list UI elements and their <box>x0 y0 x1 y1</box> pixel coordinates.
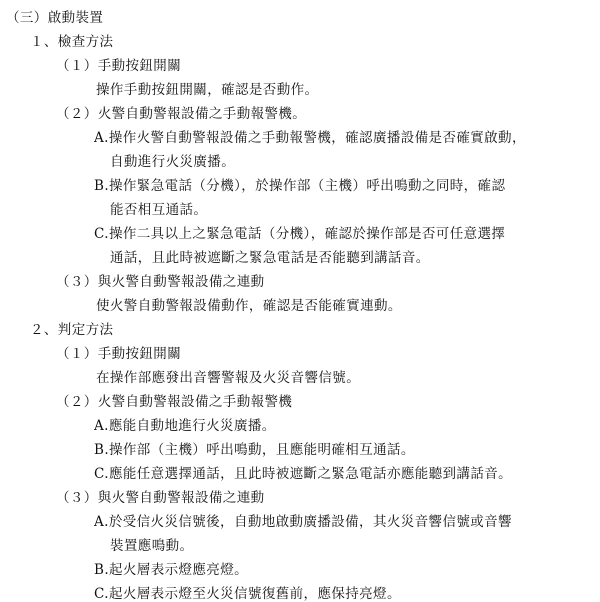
item-text: 在操作部應發出音響警報及火災音響信號。 <box>96 370 361 386</box>
sub-item-text: B.操作部（主機）呼出鳴動，且應能明確相互通話。 <box>94 442 415 458</box>
sub-item-text: C.應能任意選擇通話，且此時被遮斷之緊急電話亦應能聽到講話音。 <box>94 466 513 482</box>
sub-item-continuation: 通話，且此時被遮斷之緊急電話是否能聽到講話音。 <box>110 250 430 266</box>
section-heading: （三）啟動裝置 <box>6 10 104 26</box>
sub-item-text: B.操作緊急電話（分機），於操作部（主機）呼出鳴動之同時，確認 <box>94 178 506 194</box>
item-heading: （１）手動按鈕開關 <box>56 58 182 74</box>
subsection-heading: １、檢查方法 <box>30 34 114 50</box>
sub-item-continuation: 自動進行火災廣播。 <box>110 154 236 170</box>
sub-item-continuation: 能否相互通話。 <box>110 202 208 218</box>
sub-item-text: A.於受信火災信號後，自動地啟動廣播設備，其火災音響信號或音響 <box>94 514 512 530</box>
sub-item-continuation: 裝置應鳴動。 <box>110 538 194 554</box>
item-heading: （１）手動按鈕開關 <box>56 346 182 362</box>
sub-item-text: A.操作火警自動警報設備之手動報警機，確認廣播設備是否確實啟動， <box>94 130 526 146</box>
sub-item-text: C.起火層表示燈至火災信號復舊前，應保持亮燈。 <box>94 586 401 602</box>
subsection-heading: ２、判定方法 <box>30 322 114 338</box>
item-heading: （２）火警自動警報設備之手動報警機。 <box>56 106 307 122</box>
sub-item-text: B.起火層表示燈應亮燈。 <box>94 562 249 578</box>
item-heading: （３）與火警自動警報設備之連動 <box>56 274 265 290</box>
item-text: 操作手動按鈕開關，確認是否動作。 <box>96 82 319 98</box>
item-heading: （３）與火警自動警報設備之連動 <box>56 490 265 506</box>
sub-item-text: C.操作二具以上之緊急電話（分機），確認於操作部是否可任意選擇 <box>94 226 506 242</box>
item-heading: （２）火警自動警報設備之手動報警機 <box>56 394 293 410</box>
sub-item-text: A.應能自動地進行火災廣播。 <box>94 418 276 434</box>
item-text: 使火警自動警報設備動作，確認是否能確實連動。 <box>96 298 402 314</box>
